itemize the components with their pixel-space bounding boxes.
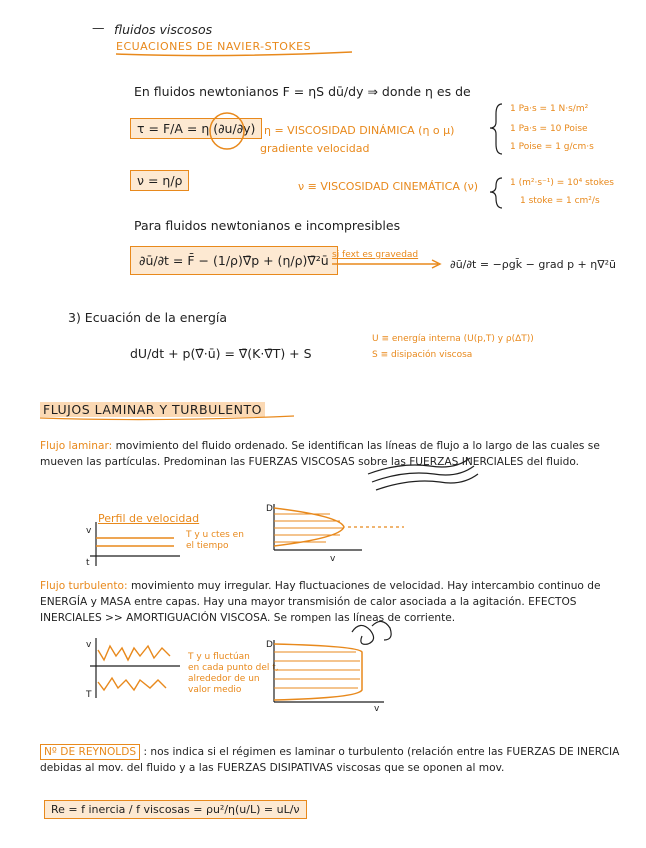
unit-dyn-2: 1 Pa·s = 10 Poise [510, 124, 588, 134]
reynolds-formula: Re = f inercia / f viscosas = ρu²/η(u/L) = uL/ν [51, 803, 300, 816]
laminar-text: movimiento del fluido ordenado. Se identifican las líneas de flujo a lo largo de las cuales se mueven las partículas. Predominan las FUERZAS VISCOSAS sobre las FUERZAS INERCIALES del fluido. [40, 440, 600, 468]
arrow-note: si fext es gravedad [332, 250, 419, 260]
laminar-axis-d: D [266, 504, 273, 514]
laminar-label: Flujo laminar: [40, 440, 113, 452]
heading-dash: — [92, 20, 105, 35]
laminar-axis-t: t [86, 558, 90, 568]
turbulent-note-4: valor medio [188, 685, 242, 695]
flows-title-text: FLUJOS LAMINAR Y TURBULENTO [40, 402, 265, 417]
turbulent-note-3: alrededor de un [188, 674, 260, 684]
reynolds-text: : nos indica si el régimen es laminar o turbulento (relación entre las FUERZAS DE INERCIA debidas al mov. del fluido y a las FUERZAS DISIPATIVAS viscosas que se oponen al mov. [40, 746, 620, 774]
nu-label: ν ≡ VISCOSIDAD CINEMÁTICA (ν) [298, 180, 479, 193]
unit-dyn-1: 1 Pa·s = 1 N·s/m² [510, 104, 589, 114]
profile-label: Perfil de velocidad [98, 512, 200, 525]
energy-formula: dU/dt + p(∇̄·ū) = ∇̄(K·∇̄T) + S [130, 346, 312, 361]
energy-title: 3) Ecuación de la energía [68, 310, 228, 325]
newtonian-intro: En fluidos newtonianos F = ηS dū/dy ⇒ donde η es de [134, 84, 471, 99]
turbulent-label: Flujo turbulento: [40, 580, 128, 592]
tau-formula: τ = F/A = η (∂u/∂y) [137, 121, 256, 136]
laminar-note-1: T y u ctes en [186, 530, 244, 540]
topic-title: fluidos viscosos [114, 22, 213, 37]
unit-kin-2: 1 stoke = 1 cm²/s [520, 196, 600, 206]
incompressible-intro: Para fluidos newtonianos e incompresibles [134, 218, 401, 233]
energy-note-1: U ≡ energía interna (U(p,T) y ρ(ΔT)) [372, 334, 534, 344]
turbulent-axis-v2: v [374, 704, 380, 714]
gradient-label: gradiente velocidad [260, 142, 370, 155]
turbulent-axis-d: D [266, 640, 273, 650]
turbulent-axis-v: v [86, 640, 92, 650]
section-title: ECUACIONES DE NAVIER-STOKES [116, 40, 312, 53]
nu-formula: ν = η/ρ [137, 173, 183, 188]
laminar-axis-v: v [86, 526, 92, 536]
laminar-note-2: el tiempo [186, 541, 229, 551]
turbulent-axis-T: T [86, 690, 92, 700]
unit-kin-1: 1 (m²·s⁻¹) = 10⁴ stokes [510, 178, 614, 188]
ns-formula: ∂ū/∂t = F̄ − (1/ρ)∇̄p + (η/ρ)∇̄²ū [139, 253, 329, 268]
reynolds-title: Nº DE REYNOLDS [40, 744, 140, 760]
unit-dyn-3: 1 Poise = 1 g/cm·s [510, 142, 594, 152]
energy-note-2: S ≡ disipación viscosa [372, 350, 473, 360]
turbulent-note-2: en cada punto del t, [188, 663, 279, 673]
turbulent-text: movimiento muy irregular. Hay fluctuaciones de velocidad. Hay intercambio continuo de ENERGÍA y MASA entre capas. Hay una mayor transmisión de calor asociada a la agitación. EFECTOS INERCIALES >> AMORTIGUACIÓN VISCOSA. Se rompen las líneas de corriente. [40, 580, 601, 624]
eta-label: η = VISCOSIDAD DINÁMICA (η o μ) [264, 124, 455, 137]
turbulent-note-1: T y u fluctúan [188, 652, 250, 662]
ns-gravity-formula: ∂ū/∂t = −ρgk̄ − grad p + η∇²ū [450, 258, 616, 271]
laminar-axis-v2: v [330, 554, 336, 564]
